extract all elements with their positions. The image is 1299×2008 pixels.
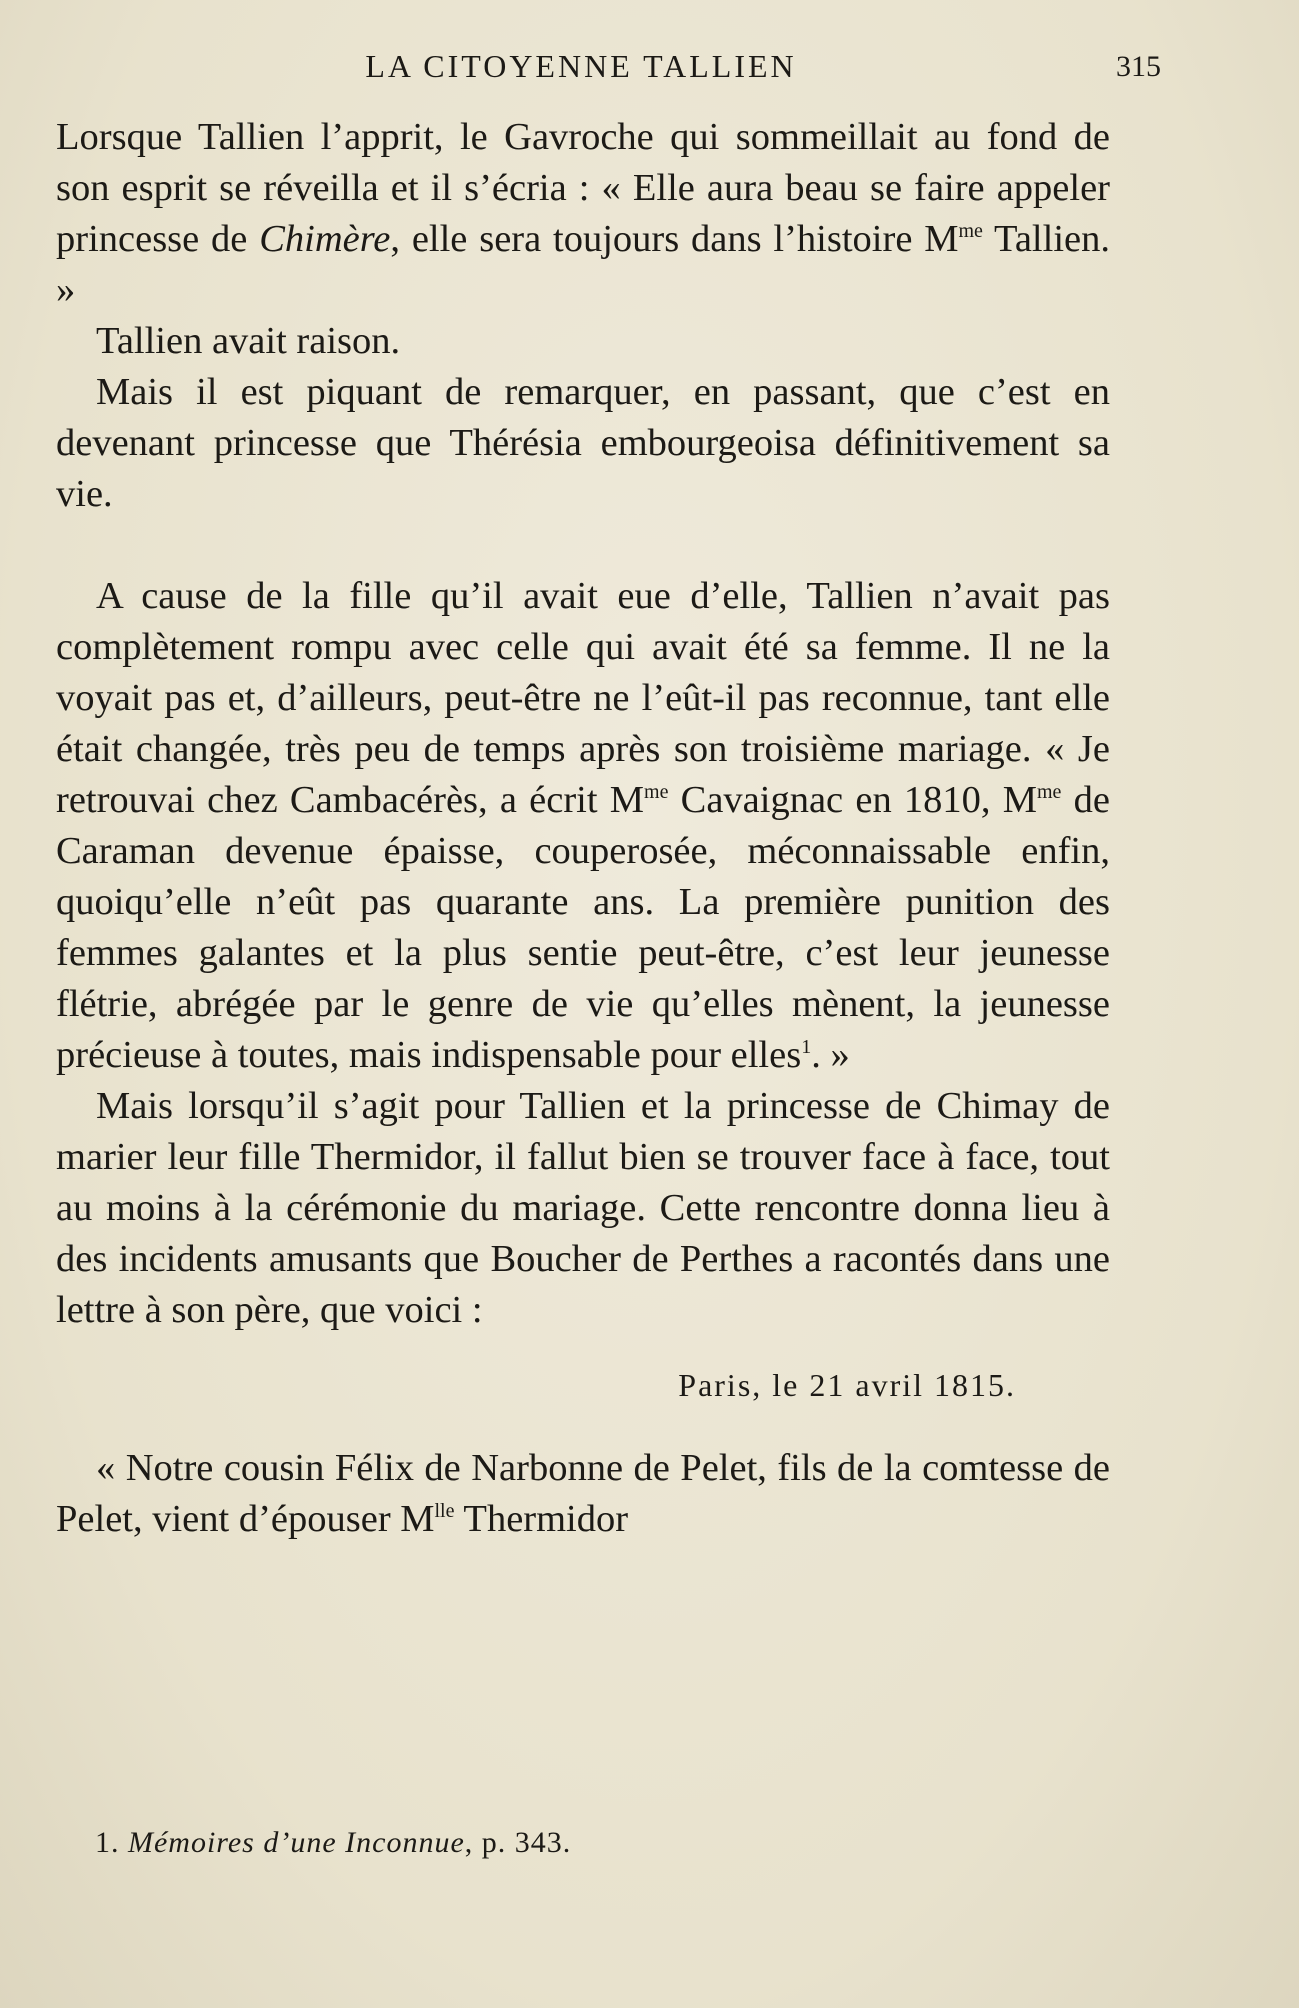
paragraph-1-italic: Chimère <box>259 218 391 260</box>
page-number: 315 <box>1116 50 1161 83</box>
letter-dateline: Paris, le 21 avril 1815. <box>678 1367 1016 1403</box>
paragraph-6-text-b: Thermidor <box>454 1498 629 1540</box>
footnote-number: 1. <box>95 1826 128 1859</box>
paragraph-4-text-b: Cavaignac en 1810, M <box>668 779 1037 821</box>
paragraph-4-superscript-1: me <box>644 781 669 804</box>
footnote <box>95 1826 571 1860</box>
paragraph-6-superscript: lle <box>434 1500 455 1523</box>
paragraph-3: Mais il est piquant de remarquer, en passant, que c’est en devenant princesse que Thérésia embourgeoisa définitivement sa vie. <box>56 371 1110 515</box>
running-head <box>56 48 1161 88</box>
paragraph-1 <box>56 112 1110 316</box>
paragraph-4-text-c: de Caraman devenue épaisse, couperosée, méconnaissable enfin, quoiqu’elle n’eût pas quarante ans. La première punition des femmes galantes et la plus sentie peut-être, c’est leur jeunesse flétrie, abrégée par le genre de vie qu’elles mènent, la jeunesse précieuse à toutes, mais indispensable pour elles <box>56 779 1110 1076</box>
paragraph-1-text-c: Tallien. » <box>56 218 1110 311</box>
paragraph-1-text-b: , elle sera toujours dans l’histoire M <box>390 218 959 260</box>
paragraph-4-superscript-2: me <box>1037 781 1062 804</box>
paragraph-4-text-d: . » <box>811 1034 850 1076</box>
paragraph-1-superscript: me <box>958 220 983 243</box>
paragraph-5: Mais lorsqu’il s’agit pour Tallien et la princesse de Chimay de marier leur fille Thermidor, il fallut bien se trouver face à face, tout au moins à la cérémonie du mariage. Cette rencontre donna lieu à des incidents amusants que Boucher de Perthes a racontés dans une lettre à son père, que voici : <box>56 1085 1110 1331</box>
paragraph-4-text-a: A cause de la fille qu’il avait eue d’elle, Tallien n’avait pas complètement rompu avec celle qui avait été sa femme. Il ne la voyait pas et, d’ailleurs, peut-être ne l’eût-il pas reconnue, tant elle était changée, très peu de temps après son troisième mariage. « Je retrouvai chez Cambacérès, a écrit M <box>56 575 1110 821</box>
paragraph-2: Tallien avait raison. <box>96 320 401 362</box>
body-text <box>56 112 1110 1545</box>
footnote-page: , p. 343. <box>464 1826 572 1859</box>
running-title: LA CITOYENNE TALLIEN <box>365 48 797 84</box>
paragraph-6 <box>56 1443 1110 1545</box>
footnote-title: Mémoires d’une Inconnue <box>128 1826 465 1859</box>
footnote-reference: 1 <box>801 1036 812 1059</box>
paragraph-1-text-a: Lorsque Tallien l’apprit, le Gavroche qui sommeillait au fond de son esprit se réveilla et il s’écria : « Elle aura beau se faire appeler princesse de <box>56 116 1110 260</box>
paragraph-6-text-a: « Notre cousin Félix de Narbonne de Pelet, fils de la comtesse de Pelet, vient d’épouser M <box>56 1447 1110 1540</box>
paragraph-4 <box>56 571 1110 1081</box>
